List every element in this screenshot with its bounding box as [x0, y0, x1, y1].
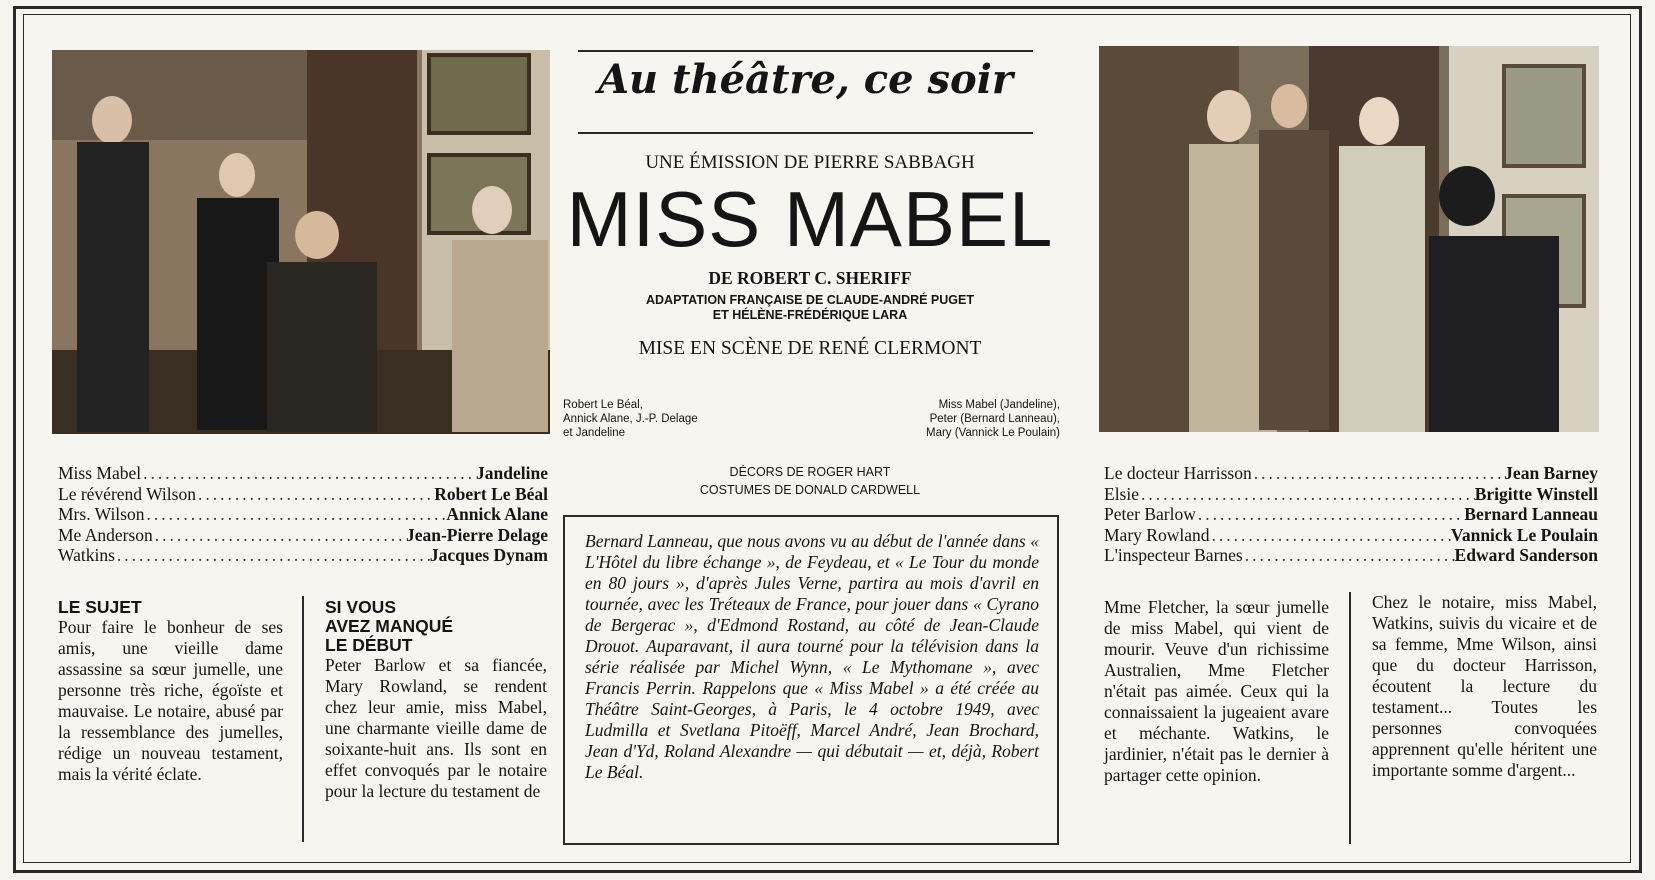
debut-heading: SI VOUS AVEZ MANQUÉ LE DÉBUT — [325, 597, 454, 655]
cast-row: Mrs. Wilson ..... Annick Alane — [58, 504, 548, 525]
logo-rule-top — [578, 50, 1033, 52]
cast-row: Watkins ..... Jacques Dynam — [58, 545, 548, 566]
stage-photo-right — [1099, 46, 1599, 432]
right-column-1: Mme Fletcher, la sœur jumelle de miss Mabel, qui vient de mourir. Veuve d'un richissime Australien, Mme Fletcher n'était pas aimée. Ceux qui la connaissaient la jugeaient avare et méchante. Watkins, le jardinier, n'était pas le dernier à partager cette opinion. — [1104, 597, 1329, 785]
cast-row: Le révérend Wilson ..... Robert Le Béal — [58, 484, 548, 505]
cast-row: Peter Barlow ..... Bernard Lanneau — [1104, 504, 1598, 525]
direction-line: MISE EN SCÈNE DE RENÉ CLERMONT — [638, 338, 982, 359]
sujet-column — [58, 598, 283, 785]
cast-row: L'inspecteur Barnes ..... Edward Sanderson — [1104, 545, 1598, 566]
sujet-heading: LE SUJET — [58, 597, 142, 617]
costumes-credit: COSTUMES DE DONALD CARDWELL — [699, 483, 921, 497]
logo-rule-bottom — [578, 132, 1033, 134]
column-divider-right — [1349, 592, 1351, 844]
stage-photo-left — [52, 50, 550, 434]
cast-row: Me Anderson ..... Jean-Pierre Delage — [58, 525, 548, 546]
cast-list-left — [58, 463, 548, 566]
cast-list-right — [1104, 463, 1598, 566]
producer-line: UNE ÉMISSION DE PIERRE SABBAGH — [645, 152, 975, 173]
cast-row: Elsie ..... Brigitte Winstell — [1104, 484, 1598, 505]
notes-box — [563, 515, 1059, 845]
play-title: MISS MABEL — [566, 175, 1054, 263]
cast-row: Miss Mabel ..... Jandeline — [58, 463, 548, 484]
photo-caption-left: Robert Le Béal, Annick Alane, J.-P. Delage et Jandeline — [563, 399, 698, 439]
debut-text: Peter Barlow et sa fiancée, Mary Rowland, se rendent chez leur amie, miss Mabel, une charmante vieille dame de soixante-huit ans. Ils sont en effet convoqués par le notaire pour la lecture du testament de — [325, 655, 547, 801]
column-divider-left — [302, 596, 304, 842]
adaptation-line-2: ET HÉLÈNE-FRÉDÉRIQUE LARA — [712, 308, 908, 322]
cast-row: Mary Rowland ..... Vannick Le Poulain — [1104, 525, 1598, 546]
debut-column — [325, 598, 547, 802]
show-logo: Au théâtre, ce soir — [597, 56, 1014, 103]
cast-row: Le docteur Harrisson ..... Jean Barney — [1104, 463, 1598, 484]
adaptation-line-1: ADAPTATION FRANÇAISE DE CLAUDE-ANDRÉ PUGET — [645, 293, 974, 307]
photo-caption-right: Miss Mabel (Jandeline), Peter (Bernard Lanneau), Mary (Vannick Le Poulain) — [925, 399, 1060, 439]
sujet-text: Pour faire le bonheur de ses amis, une vieille dame assassine sa sœur jumelle, une personne très riche, égoïste et mauvaise. Le notaire, abusé par la ressemblance des jumelles, rédige un nouveau testament, mais la vérité éclate. — [58, 617, 283, 784]
right-column-2: Chez le notaire, miss Mabel, Watkins, suivis du vicaire et de sa femme, Mme Wilson, ainsi que du docteur Harrisson, écoutent la lecture du testament... Toutes les personnes convoquées apprennent qu'elle héritent une importante somme d'argent... — [1372, 592, 1597, 780]
notes-text: Bernard Lanneau, que nous avons vu au début de l'année dans « L'Hôtel du libre échange », de Feydeau, et « Le Tour du monde en 80 jours », d'après Jules Verne, partira au mois d'avril en tournée, avec les Tréteaux de France, pour jouer dans « Cyrano de Bergerac », d'Edmond Rostand, au côté de Jean-Claude Drouot. Auparavant, il aura tourné pour la télévision dans la série réalisée par Michel Wynn, « Le Mythomane », avec Francis Perrin. Rappelons que « Miss Mabel » a été créée au Théâtre Saint-Georges, à Paris, le 4 octobre 1949, avec Ludmilla et Svetlana Pitoëff, Marcel André, Jean Brochard, Jean d'Yd, Roland Alexandre — qui débutait — et, déjà, Robert Le Béal. — [585, 531, 1039, 782]
author-line: DE ROBERT C. SHERIFF — [708, 268, 912, 288]
sets-credit: DÉCORS DE ROGER HART — [729, 465, 891, 479]
